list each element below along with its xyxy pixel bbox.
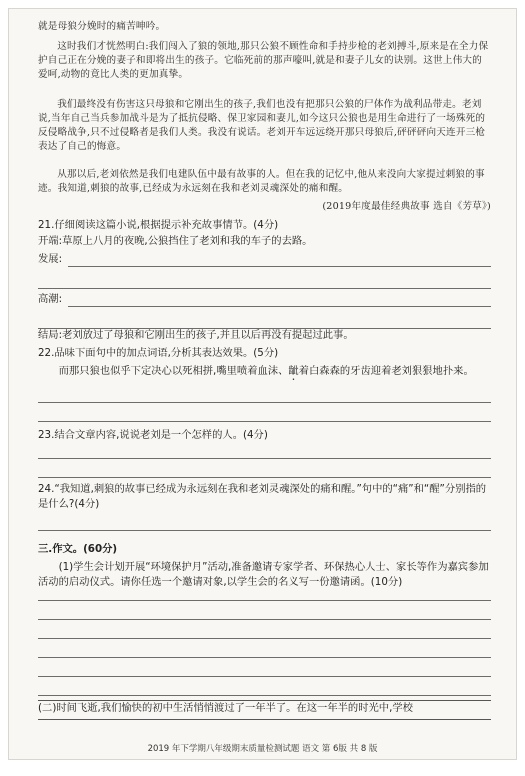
q22-sentence-part-a: 而那只狼也似乎下定决心以死相拼,嘴里喷着血沫、 [58, 365, 289, 377]
story-paragraph-2: 我们最终没有伤害这只母狼和它刚出生的孩子,我们也没有把那只公狼的尸体作为战利品带走。老刘说,当年自己当兵参加战斗是为了抵抗侵略、保卫家园和妻儿,如今这只公狼也是用生命进行了一场殊死的反侵略战争,只不过侵略者是我们人类。我没有说话。老刘开车远远绕开那只母狼后,砰砰砰向天连开三枪表达了自己的悔意。 [38, 99, 486, 152]
story-paragraph-1: 这时我们才恍然明白:我们闯入了狼的领地,那只公狼不顾性命和手持步枪的老刘搏斗,原来是在全力保护自己正在分娩的妻子和即将出生的孩子。它临死前的那声嚎叫,就是和妻子儿女的诀别。这世上伟大的爱呵,动物的竟比人类的更加真挚。 [38, 41, 489, 80]
q21-climax-label: 高潮: [38, 293, 63, 305]
page-footer: 2019 年下学期八年级期末质量检测试题 语文 第 6版 共 8 版 [147, 744, 378, 754]
exam-page [8, 8, 517, 760]
q21-climax-lines[interactable] [38, 310, 491, 329]
q24-title: 24.“我知道,刺狼的故事已经成为永远刻在我和老刘灵魂深处的痛和醒。”句中的“痛”和“醒”分别指的是什么?(4分) [38, 483, 487, 510]
q22-dotted-word: 龇 [288, 365, 299, 377]
q21-climax-answer[interactable] [68, 292, 491, 307]
q22-answer-lines[interactable] [38, 384, 491, 422]
composition-heading: 三.作文。(60分) [38, 543, 118, 555]
composition-part-2: (二)时间飞逝,我们愉快的初中生活悄悄渡过了一年半了。在这一年半的时光中,学校 [38, 702, 413, 714]
composition-part-1: (1)学生会计划开展“环境保护月”活动,准备邀请专家学者、环保热心人士、家长等作为嘉宾参加活动的启动仪式。请你任选一个邀请对象,以学生会的名义写一份邀请函。(10分) [38, 561, 489, 588]
q24-answer-lines[interactable] [38, 512, 491, 531]
q23-title: 23.结合文章内容,说说老刘是一个怎样的人。(4分) [38, 429, 268, 441]
q23-answer-lines[interactable] [38, 440, 491, 478]
q22-title: 22.品味下面句中的加点词语,分析其表达效果。(5分) [38, 347, 279, 359]
story-source: (2019年度最佳经典故事 选自《芳草》) [322, 201, 491, 212]
q21-ending: 结局:老刘放过了母狼和它刚出生的孩子,并且以后再没有提起过此事。 [38, 329, 354, 341]
q21-title: 21.仔细阅读这篇小说,根据提示补充故事情节。(4分) [38, 219, 279, 231]
q21-development-answer[interactable] [68, 252, 491, 267]
q21-development-label: 发展: [38, 253, 63, 265]
composition-part-1-lines[interactable] [38, 582, 491, 696]
q22-sentence-part-b: 着白森森的牙齿迎着老刘狠狠地扑来。 [298, 365, 474, 377]
story-paragraph-0: 就是母狼分娩时的痛苦呻吟。 [38, 21, 166, 32]
story-paragraph-3: 从那以后,老刘依然是我们电建队伍中最有故事的人。但在我的记忆中,他从来没向大家提过刺狼的事迹。我知道,刺狼的故事,已经成为永远刻在我和老刘灵魂深处的痛和醒。 [38, 169, 485, 194]
q21-development-lines[interactable] [38, 270, 491, 289]
q22-sentence [38, 363, 491, 383]
q21-opening: 开端:草原上八月的夜晚,公狼挡住了老刘和我的车子的去路。 [38, 235, 313, 247]
